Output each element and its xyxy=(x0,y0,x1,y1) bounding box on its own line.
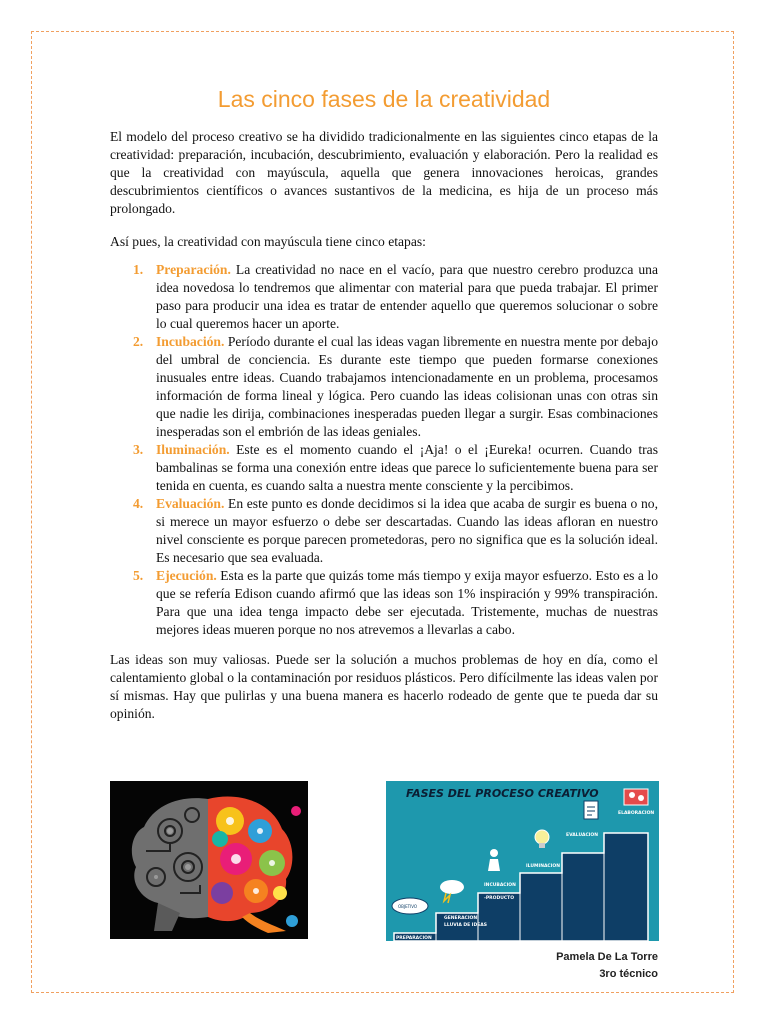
gallery-icon xyxy=(624,789,648,805)
step-label: EVALUACION xyxy=(566,833,599,838)
lead-paragraph: Así pues, la creatividad con mayúscula tiene cinco etapas: xyxy=(110,234,426,249)
article-body xyxy=(110,128,658,723)
list-item xyxy=(133,333,658,441)
list-item xyxy=(133,261,658,333)
phase-term: Ejecución. xyxy=(156,568,217,583)
list-number: 2. xyxy=(133,334,144,349)
diagram-title: FASES DEL PROCESO CREATIVO xyxy=(406,787,599,800)
step-label: PREPARACION xyxy=(396,936,432,941)
phase-text: Este es el momento cuando el ¡Aja! o el ¡Eureka! ocurren. Cuando tras bambalinas se forma una conexión entre ideas que parece lo suficientemente buena para ser tenida en cuenta, es cuando salta a nuestra mente consciente y la percibimos. xyxy=(156,442,658,493)
intro-paragraph: El modelo del proceso creativo se ha dividido tradicionalmente en las siguientes cinco etapas de la creatividad: preparación, incubación, descubrimiento, evaluación y elaboración. Pero la realidad es que la creatividad con mayúscula, aquella que genera innovaciones heroicas, grandes descubrimientos científicos o avances sustantivos de la medicina, es hija de un proceso más prolongado. xyxy=(110,129,658,216)
step-label: ILUMINACION xyxy=(526,864,561,869)
closing-paragraph: Las ideas son muy valiosas. Puede ser la solución a muchos problemas de hoy en día, como el calentamiento global o la contaminación por residuos plásticos. Pero difícilmente las ideas valen por sí mismas. Hay que pulirlas y una buena manera es hacerlo rodeado de gente que te pueda dar su opinión. xyxy=(110,652,658,721)
step-label: GENERACION xyxy=(444,916,478,921)
step-label: INCUBACION xyxy=(484,883,516,888)
list-number: 5. xyxy=(133,568,144,583)
note-label: OBJETIVO xyxy=(398,904,418,909)
list-item xyxy=(133,441,658,495)
phase-text: Esta es la parte que quizás tome más tiempo y exija mayor esfuerzo. Esto es a lo que se refería Edison cuando afirmó que las ideas son 1% inspiración y 99% transpiración. Para que una idea tenga impacto debe ser ejecutada. Tristemente, muchas de nuestras mejores ideas mueren porque no nos atrevemos a llevarlas a cabo. xyxy=(156,568,658,637)
phase-term: Iluminación. xyxy=(156,442,230,457)
author-grade: 3ro técnico xyxy=(599,968,658,980)
author-signature xyxy=(556,949,658,983)
phase-term: Incubación. xyxy=(156,334,225,349)
list-item xyxy=(133,495,658,567)
phase-term: Preparación. xyxy=(156,262,231,277)
list-item xyxy=(133,567,658,639)
author-name: Pamela De La Torre xyxy=(556,951,658,963)
list-number: 4. xyxy=(133,496,144,511)
step-label: -PRODUCTO xyxy=(484,896,515,901)
phases-list xyxy=(110,261,658,639)
staircase-art xyxy=(386,781,659,941)
brain-illustration xyxy=(110,781,308,939)
list-number: 3. xyxy=(133,442,144,457)
clipboard-icon xyxy=(584,801,598,819)
page-title: Las cinco fases de la creatividad xyxy=(217,86,551,112)
phase-text: Período durante el cual las ideas vagan libremente en nuestra mente por debajo del umbral de conciencia. Es durante este tiempo que pueden formarse conexiones inusuales entre ideas. Cuando trabajamos intencionadamente en un problema, procesamos información de forma lineal y lógica. Pero cuando las ideas colisionan unas con otras sin que nadie les dirija, combinaciones inesperadas pueden llegar a surgir. Esas combinaciones inesperadas son el embrión de las ideas geniales. xyxy=(156,334,658,439)
phase-term: Evaluación. xyxy=(156,496,225,511)
brain-art xyxy=(110,781,308,939)
list-number: 1. xyxy=(133,262,144,277)
process-diagram xyxy=(386,781,659,941)
phase-text: La creatividad no nace en el vacío, para que nuestro cerebro produzca una idea novedosa lo tendremos que alimentar con material para que pueda trabajar. El primer paso para producir una idea es tratar de entender aquello que queremos solucionar o sobre lo cual queremos hacer un aporte. xyxy=(156,262,658,331)
step-label: ELABORACION xyxy=(618,811,655,816)
phase-text: En este punto es donde decidimos si la idea que acaba de surgir es buena o no, si merece un mayor esfuerzo o debe ser descartadas. Cuando las ideas afloran en nuestro nivel consciente es porque parecen prometedoras, pero no significa que es la solución ideal. Es necesario que sea evaluada. xyxy=(156,496,658,565)
step-label: LLUVIA DE IDEAS xyxy=(444,923,488,928)
